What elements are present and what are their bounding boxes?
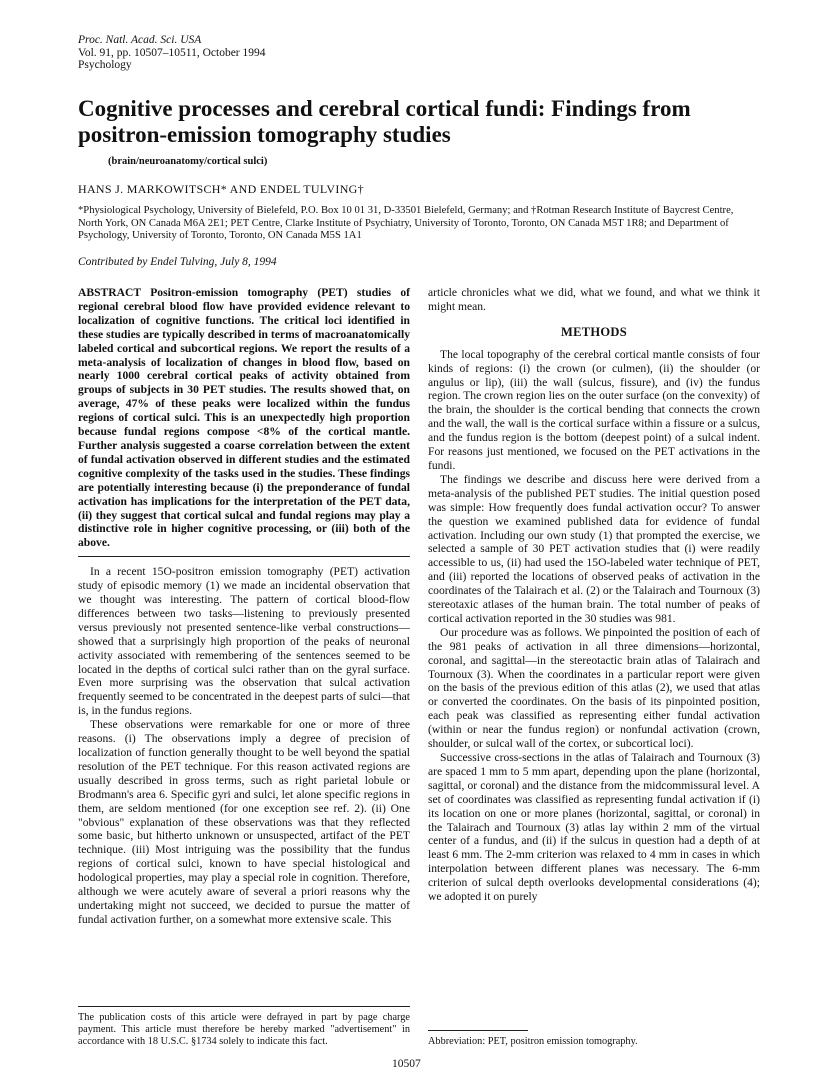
footnote-abbreviation — [428, 1030, 760, 1047]
body-paragraph: The local topography of the cerebral cortical mantle consists of four kinds of regions: (i) the crown (or culmen), (ii) the shoulder (or angulus or lip), (iii) the wall (sulcus, fissure), and (iv) the fundus region. The crown region lies on the outer surface (on the convexity) of the brain, the shoulder is the cortical bending that connects the crown and the wall, the wall is the cortical surface within a fissure or a sulcus, and the fundus region is the bottom (deepest point) of a sulcal indent. For reasons just mentioned, we focused on the PET activations in the fundi. — [428, 347, 760, 472]
body-paragraph: The findings we describe and discuss here were derived from a meta-analysis of the published PET studies. The initial question posed was simple: How frequently does fundal activation occur? To answer the question we examined published data for evidence of fundal activation. Including our own study (1) that prompted the exercise, we selected a sample of 30 PET activation studies that (i) were readily accessible to us, (ii) had used the 15O-labeled water technique of PET, and (iii) reported the locations of observed peaks of activation in the coordinates of the Talairach et al. (2) or the Talairach and Tournoux (3) stereotaxic atlases of the human brain. The total number of peaks of cortical activation reported in the 30 studies was 981. — [428, 472, 760, 625]
left-column — [78, 286, 410, 927]
journal-name: Proc. Natl. Acad. Sci. USA — [78, 34, 202, 46]
body-paragraph: Successive cross-sections in the atlas of Talairach and Tournoux (3) are spaced 1 mm to 5 mm apart, depending upon the plane (horizontal, sagittal, or coronal) and the distance from the midcommissural level. A set of coordinates was classified as representing fundal activation if (i) its location on one or more planes (horizontal, sagittal, or coronal) in the Talairach and Tournoux (3) atlas lay within 2 mm of the virtual center of a fundus, and (ii) if the sulcus in question had a depth of at least 6 mm. The 2-mm criterion was relaxed to 4 mm in cases in which interpolation between different planes was necessary. The 6-mm criterion of sulcal depth overlooks developmental considerations (4); we adopted it on purely — [428, 751, 760, 904]
contributed-by: Contributed by Endel Tulving, July 8, 1994 — [78, 256, 277, 268]
affiliations: *Physiological Psychology, University of Bielefeld, P.O. Box 10 01 31, D-33501 Bielefeld, Germany; and †Rotman Research Institute of Baycrest Centre, North York, ON Canada M6A 2E1; PET Centre, Clarke Institute of Psychiatry, University of Toronto, Toronto, ON Canada M5T 1R8; and Department of Psychology, University of Toronto, Toronto, ON Canada M5S 1A1 — [78, 205, 734, 241]
journal-volume: Vol. 91, pp. 10507–10511, October 1994 — [78, 46, 266, 59]
footnote-text: Abbreviation: PET, positron emission tomography. — [428, 1036, 638, 1047]
footnote-divider — [428, 1030, 528, 1031]
journal-header — [78, 34, 266, 72]
footnote-text: The publication costs of this article were defrayed in part by page charge payment. This article must therefore be hereby marked "advertisement" in accordance with 18 U.S.C. §1734 solely to indicate this fact. — [78, 1012, 410, 1047]
body-paragraph: article chronicles what we did, what we found, and what we think it might mean. — [428, 286, 760, 313]
journal-section: Psychology — [78, 59, 132, 71]
body-paragraph: Our procedure was as follows. We pinpointed the position of each of the 981 peaks of activation in all three dimensions—horizontal, coronal, and sagittal—in the stereotactic brain atlas of Talairach and Tournoux (3). When the coordinates in a particular report were given on the basis of the previous edition of this atlas (2), we used that atlas or converted the coordinates. On the basis of its pinpointed position, each peak was classified as representing either fundal activation (within or near the fundus region) or nonfundal activation (crown, shoulder, or sulcal wall of the cortex, or subcortical loci). — [428, 625, 760, 751]
keywords: (brain/neuroanatomy/cortical sulci) — [108, 156, 268, 167]
body-paragraph: These observations were remarkable for one or more of three reasons. (i) The observations imply a degree of precision of localization of function generally thought to be well beyond the spatial resolution of the PET technique. For this reason activated regions are usually described in gross terms, such as right parietal lobule or Brodmann's area 6. Specific gyri and sulci, let alone specific regions in them, are seldom mentioned (for one exception see ref. 2). (ii) One "obvious" explanation of these observations was that they reflected some basic, but hitherto unknown or unsuspected, artifact of the PET technique. (iii) Most intriguing was the possibility that the fundus regions of cortical sulci, known to have special histological and hodological properties, may play a special role in cognition. Therefore, although we were acutely aware of several a priori reasons why the undertaking might not succeed, we decided to pursue the matter of fundal activation further, on a somewhat more extensive scale. This — [78, 718, 410, 926]
authors: HANS J. MARKOWITSCH* AND ENDEL TULVING† — [78, 182, 364, 196]
footnote-publication-costs — [78, 1006, 410, 1047]
article-title: Cognitive processes and cerebral cortical fundi: Findings from positron-emission tomography studies — [78, 96, 691, 147]
abstract: ABSTRACT Positron-emission tomography (PET) studies of regional cerebral blood flow have provided evidence relevant to localization of cognitive functions. The critical loci identified in these studies are typically described in terms of macroanatomically labeled cortical and subcortical regions. We report the results of a meta-analysis of localization of changes in blood flow, based on nearly 1000 cerebral cortical peaks of activity obtained from groups of subjects in 30 PET studies. The results showed that, on average, 47% of these peaks were localized within the fundus regions of cortical sulci. This is an unexpectedly high proportion because fundal regions compose <8% of the cortical mantle. Further analysis suggested a coarse correlation between the extent of fundal activation observed in different studies and the estimated cognitive complexity of the tasks used in the studies. These findings are potentially interesting because (i) the preponderance of fundal activation has implications for the interpretation of the PET data, (ii) they suggest that cortical sulcal and fundal regions may play a distinctive role in higher cognitive processing, or (iii) both of the above. — [78, 286, 410, 550]
footnote-divider — [78, 1006, 410, 1007]
body-paragraph: In a recent 15O-positron emission tomography (PET) activation study of episodic memory (1) we made an incidental observation that we thought was interesting. The pattern of cortical blood-flow differences between two tasks—listening to previously presented versus previously not presented sentence-like verbal constructions—showed that a surprisingly high proportion of the peaks of neuronal activity associated with remembering of the sentences seemed to be located in the depths of cortical sulci rather than on the gyral surface. Even more surprising was the observation that sulcal activation frequently seemed to be concentrated in the deepest parts of sulci—that is, in the fundus regions. — [78, 565, 410, 718]
abstract-divider — [78, 556, 410, 557]
section-heading-methods: METHODS — [561, 324, 627, 339]
page-number: 10507 — [392, 1058, 421, 1070]
right-column — [428, 286, 760, 904]
